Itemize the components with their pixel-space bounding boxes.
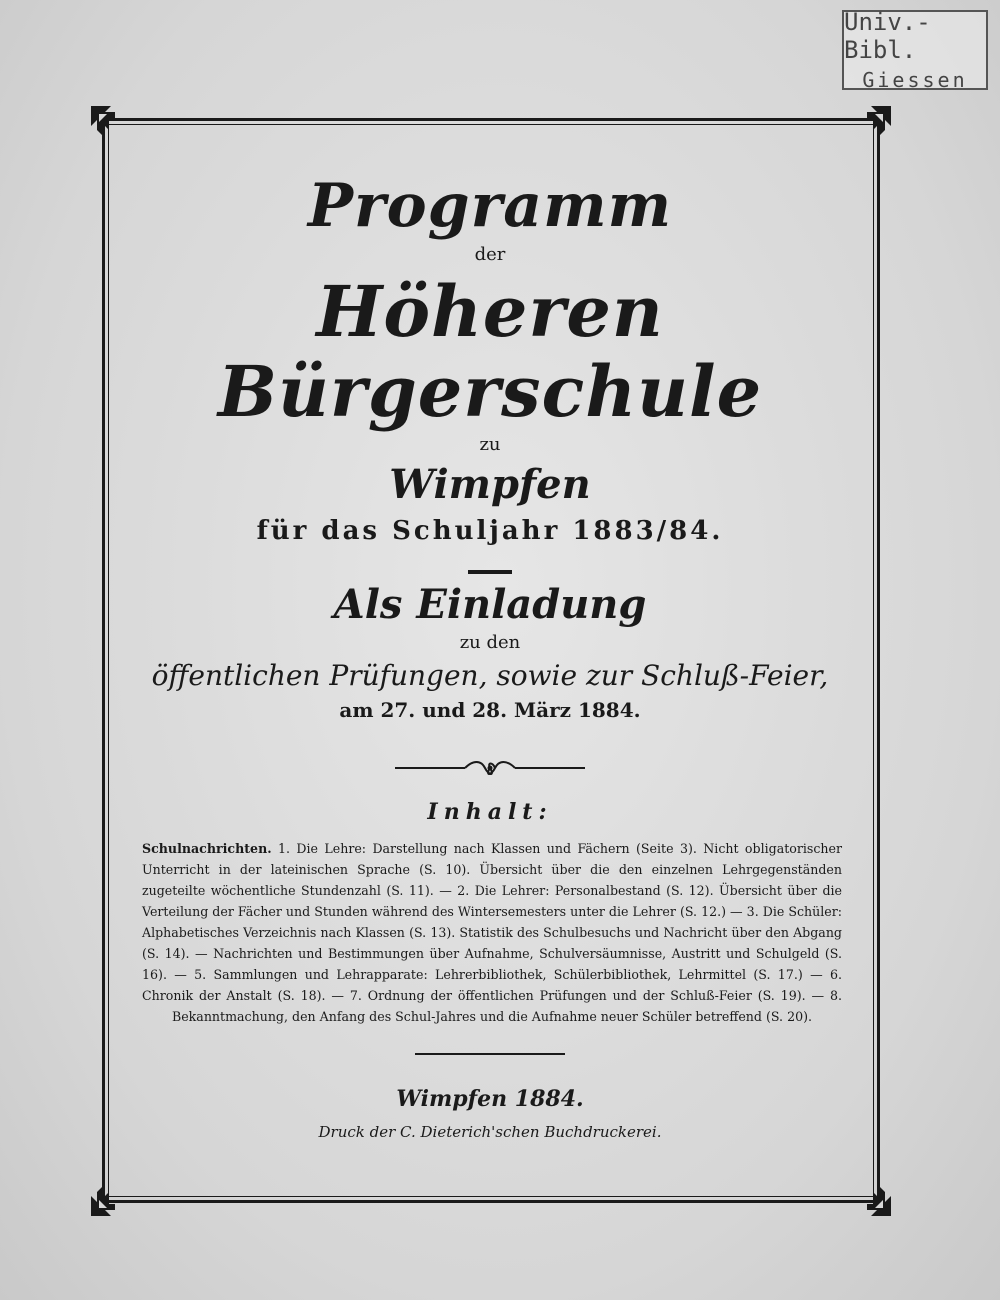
- stamp-line-1: Univ.-Bibl.: [844, 8, 931, 64]
- imprint-printer: Druck der C. Dieterich'schen Buchdruckerei.: [318, 1123, 662, 1141]
- school-name: Höheren Bürgerschule: [217, 270, 763, 433]
- title-zu: zu: [479, 434, 501, 455]
- school-year-line: für das Schuljahr 1883/84.: [256, 516, 724, 546]
- corner-ornament-icon: [89, 104, 123, 138]
- bottom-rule: [415, 1053, 565, 1055]
- title-programm: Programm: [307, 171, 673, 241]
- separator-rule: [468, 570, 512, 574]
- invitation-date: am 27. und 28. März 1884.: [339, 698, 641, 722]
- corner-ornament-icon: [859, 1184, 893, 1218]
- flourish-divider-icon: [395, 758, 585, 778]
- corner-ornament-icon: [859, 104, 893, 138]
- title-page-content: [120, 170, 860, 1143]
- toc-text: 1. Die Lehre: Darstellung nach Klassen und Fächern (Seite 3). Nicht obligatorischer Unterricht in der lateinischen Sprache (S. 10). Übersicht über die den einzelnen Lehrgegenständen zugeteilte wöchentliche Stundenzahl (S. 11). — 2. Die Lehrer: Personalbestand (S. 12). Übersicht über die Verteilung der Fächer und Stunden während des Wintersemesters unter die Lehrer (S. 12.) — 3. Die Schüler: Alphabetisches Verzeichnis nach Klassen (S. 13). Statistik des Schulbesuchs und Nachricht über den Abgang (S. 14). — Nachrichten und Bestimmungen über Aufnahme, Schulversäumnisse, Austritt und Schulgeld (S. 16). — 5. Sammlungen und Lehrapparate: Lehrerbibliothek, Schülerbibliothek, Lehrmittel (S. 17.) — 6. Chronik der Anstalt (S. 18). — 7. Ordnung der öffentlichen Prüfungen und der Schluß-Feier (S. 19). — 8. Bekanntmachung, den Anfang des Schul-Jahres und die Aufnahme neuer Schüler betreffend (S. 20).: [142, 841, 842, 1024]
- toc-lead: Schulnachrichten.: [142, 841, 272, 856]
- invitation-heading: Als Einladung: [333, 581, 647, 628]
- invitation-zu-den: zu den: [459, 632, 521, 653]
- toc-heading: Inhalt:: [427, 799, 553, 825]
- toc-body: [142, 838, 842, 1027]
- library-stamp: [842, 10, 988, 90]
- stamp-line-2: Giessen: [862, 68, 968, 92]
- corner-ornament-icon: [89, 1184, 123, 1218]
- title-der: der: [474, 244, 506, 265]
- town-name: Wimpfen: [389, 461, 591, 508]
- imprint-place-year: Wimpfen 1884.: [396, 1086, 584, 1112]
- invitation-purpose: öffentlichen Prüfungen, sowie zur Schluß-Feier,: [151, 659, 829, 692]
